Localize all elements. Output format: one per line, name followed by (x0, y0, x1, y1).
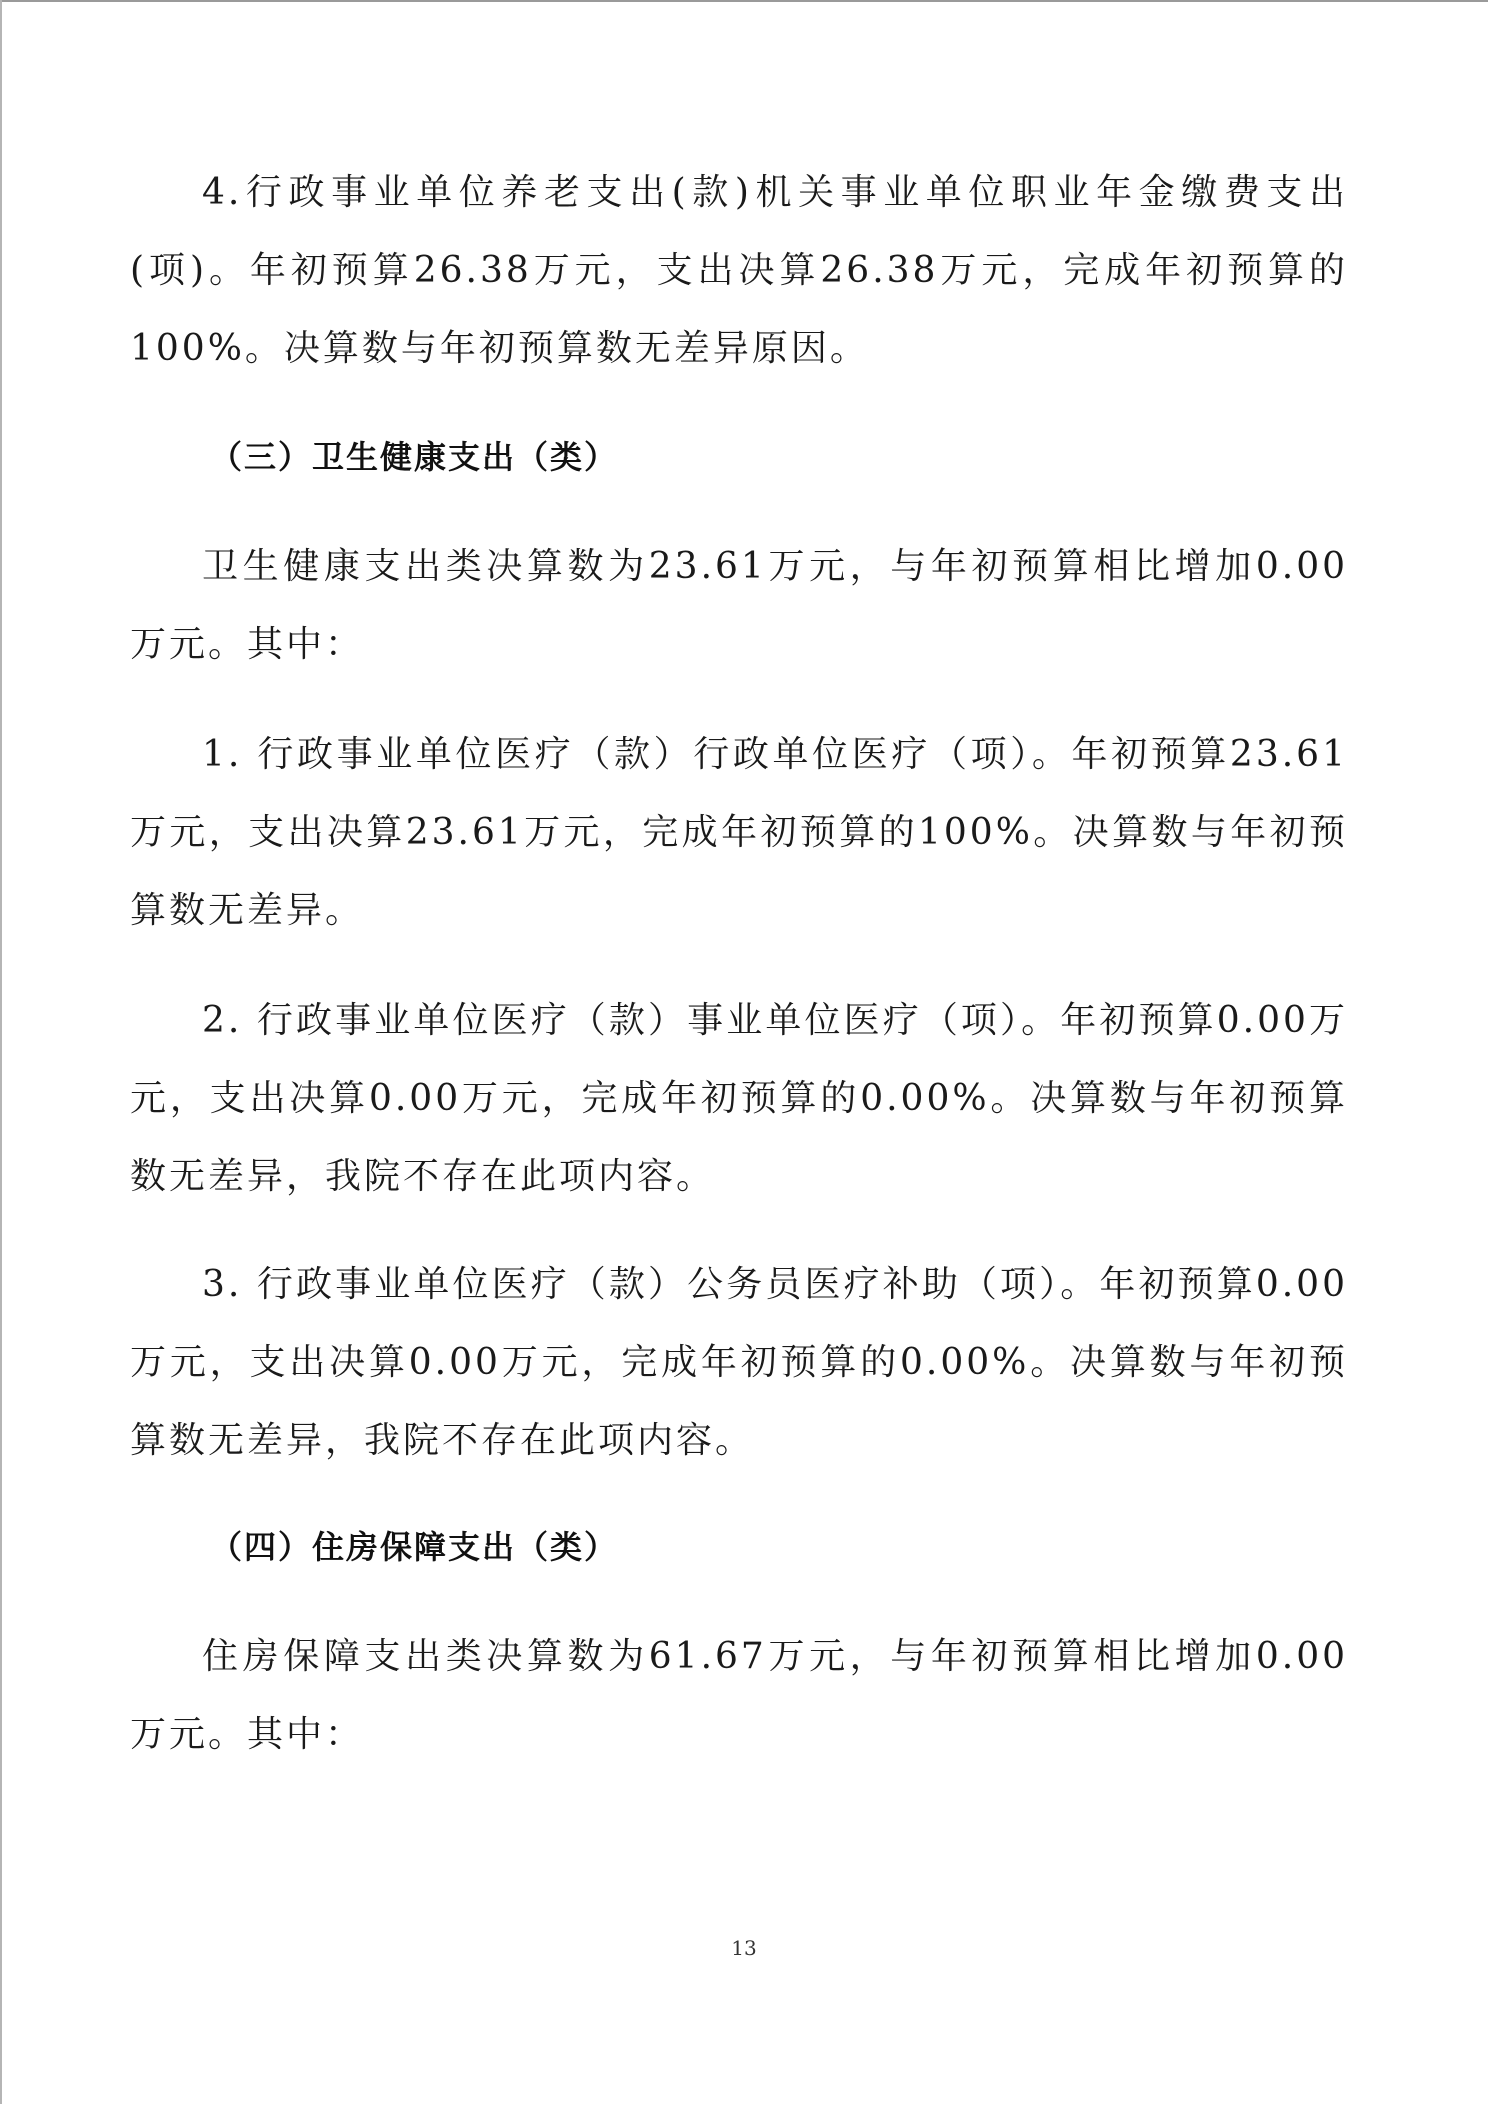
paragraph-health-item-3: 3. 行政事业单位医疗（款）公务员医疗补助（项）。年初预算0.00万元，支出决算0.00万元，完成年初预算的0.00%。决算数与年初预算数无差异，我院不存在此项内容。 (130, 1264, 1348, 1461)
section-heading-health: （三）卫生健康支出（类） (210, 438, 619, 476)
paragraph-health-intro: 卫生健康支出类决算数为23.61万元，与年初预算相比增加0.00万元。其中： (130, 546, 1348, 665)
paragraph-pension-item-4: 4.行政事业单位养老支出(款)机关事业单位职业年金缴费支出(项)。年初预算26.38万元，支出决算26.38万元，完成年初预算的100%。决算数与年初预算数无差异原因。 (130, 172, 1348, 369)
scan-edge-top (0, 0, 1488, 2)
section-heading-housing: （四）住房保障支出（类） (210, 1528, 619, 1566)
paragraph-health-item-1: 1. 行政事业单位医疗（款）行政单位医疗（项）。年初预算23.61万元，支出决算23.61万元，完成年初预算的100%。决算数与年初预算数无差异。 (130, 734, 1348, 931)
scan-edge-left (0, 0, 2, 2104)
paragraph-housing-intro: 住房保障支出类决算数为61.67万元，与年初预算相比增加0.00万元。其中： (130, 1636, 1348, 1755)
paragraph-health-item-2: 2. 行政事业单位医疗（款）事业单位医疗（项）。年初预算0.00万元，支出决算0.00万元，完成年初预算的0.00%。决算数与年初预算数无差异，我院不存在此项内容。 (130, 1000, 1348, 1197)
page-number: 13 (731, 1936, 757, 1960)
